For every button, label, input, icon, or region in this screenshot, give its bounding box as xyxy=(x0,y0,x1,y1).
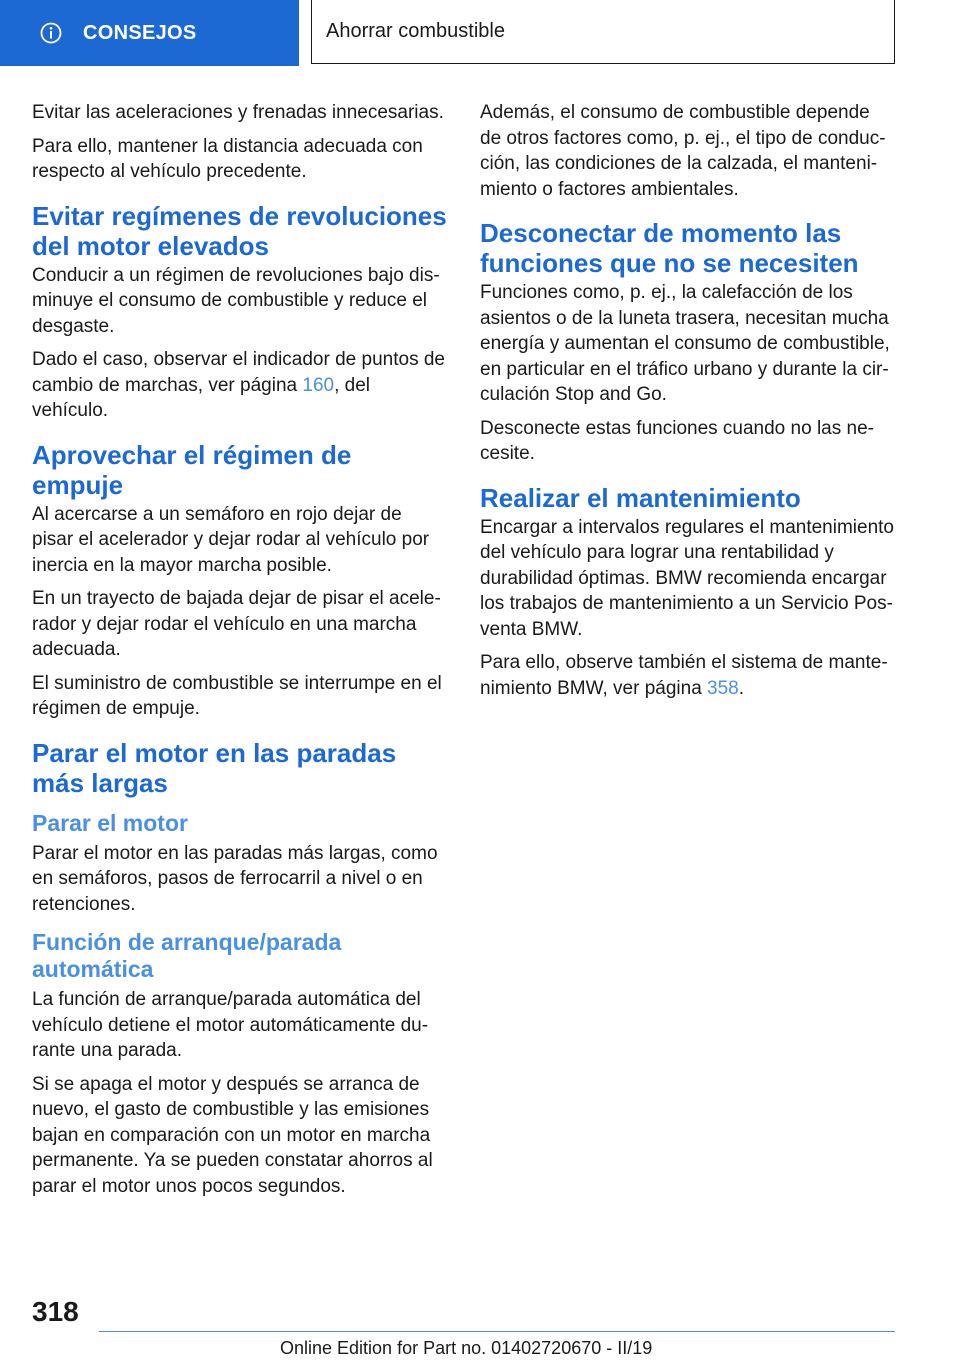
page-reference-link[interactable]: 160 xyxy=(302,374,335,396)
paragraph: Si se apaga el motor y después se arranca de nuevo, el gasto de combustible y las emisiones bajan en comparación con un motor en marcha permanente. Ya se pueden constatar ahorros al parar el motor unos pocos segundos. xyxy=(32,1073,433,1197)
paragraph: Para ello, mantener la distancia adecuada con respecto al vehículo precedente. xyxy=(32,135,423,182)
edition-note: Online Edition for Part no. 01402720670 - II/19 xyxy=(280,1338,653,1358)
text: . xyxy=(738,677,745,699)
paragraph: Evitar las aceleraciones y frenadas innecesarias. xyxy=(32,102,444,123)
heading-disable-functions: Desconectar de momento las funciones que no se necesiten xyxy=(480,218,859,278)
subheading-auto-start-stop: Función de arranque/parada automática xyxy=(32,929,342,982)
paragraph: En un trayecto de bajada dejar de pisar el acelerador y dejar rodar el vehículo en una marcha adecuada. xyxy=(32,588,441,660)
section-tab[interactable] xyxy=(0,0,299,66)
right-column xyxy=(480,100,896,709)
text: Para ello, observe también el sistema de mantenimiento BMW, ver página xyxy=(480,652,888,699)
heading-high-revs: Evitar regímenes de revoluciones del motor elevados xyxy=(32,200,447,261)
paragraph: El suministro de combustible se interrumpe en el régimen de empuje. xyxy=(32,672,442,719)
paragraph: La función de arranque/parada automática del vehículo detiene el motor automáticamente durante una parada. xyxy=(32,989,429,1061)
text: Dado el caso, observar el indicador de puntos de cambio de marchas, ver página xyxy=(32,349,445,396)
page-number: 318 xyxy=(32,1296,79,1327)
paragraph: Parar el motor en las paradas más largas, como en semáforos, pasos de ferrocarril a nivel o en retenciones. xyxy=(32,842,438,915)
paragraph: Encargar a intervalos regulares el mantenimiento del vehículo para lograr una rentabilidad y durabilidad óptimas. BMW recomienda encargar los trabajos de mantenimiento a un Servicio Posventa BMW. xyxy=(480,516,894,640)
paragraph: Desconecte estas funciones cuando no las necesite. xyxy=(480,417,874,464)
paragraph: Funciones como, p. ej., la calefacción de los asientos o de la luneta trasera, necesitan mucha energía y aumentan el consumo de combustible, en particular en el tráfico urbano y durante la circulación Stop and Go. xyxy=(480,282,890,405)
left-column xyxy=(32,100,448,1207)
paragraph xyxy=(32,347,448,424)
footer-divider xyxy=(99,1331,895,1332)
heading-stop-engine: Parar el motor en las paradas más largas xyxy=(32,737,397,798)
paragraph: Además, el consumo de combustible depende de otros factores como, p. ej., el tipo de conducción, las condiciones de la calzada, el mantenimiento o factores ambientales. xyxy=(480,102,886,200)
page-reference-link[interactable]: 358 xyxy=(707,677,739,699)
page-header xyxy=(0,0,960,66)
subheading-stop-engine: Parar el motor xyxy=(32,809,188,836)
paragraph: Conducir a un régimen de revoluciones bajo disminuye el consumo de combustible y reduce el desgaste. xyxy=(32,264,440,337)
paragraph xyxy=(480,650,896,701)
paragraph: Al acercarse a un semáforo en rojo dejar de pisar el acelerador y dejar rodar al vehículo por inercia en la mayor marcha posible. xyxy=(32,503,430,576)
topic-title: Ahorrar combustible xyxy=(311,0,895,64)
info-icon xyxy=(40,22,62,44)
heading-maintenance: Realizar el mantenimiento xyxy=(480,482,801,513)
text: , del vehículo. xyxy=(32,374,370,421)
heading-coasting: Aprovechar el régimen de empuje xyxy=(32,439,352,500)
section-label: CONSEJOS xyxy=(83,21,197,44)
